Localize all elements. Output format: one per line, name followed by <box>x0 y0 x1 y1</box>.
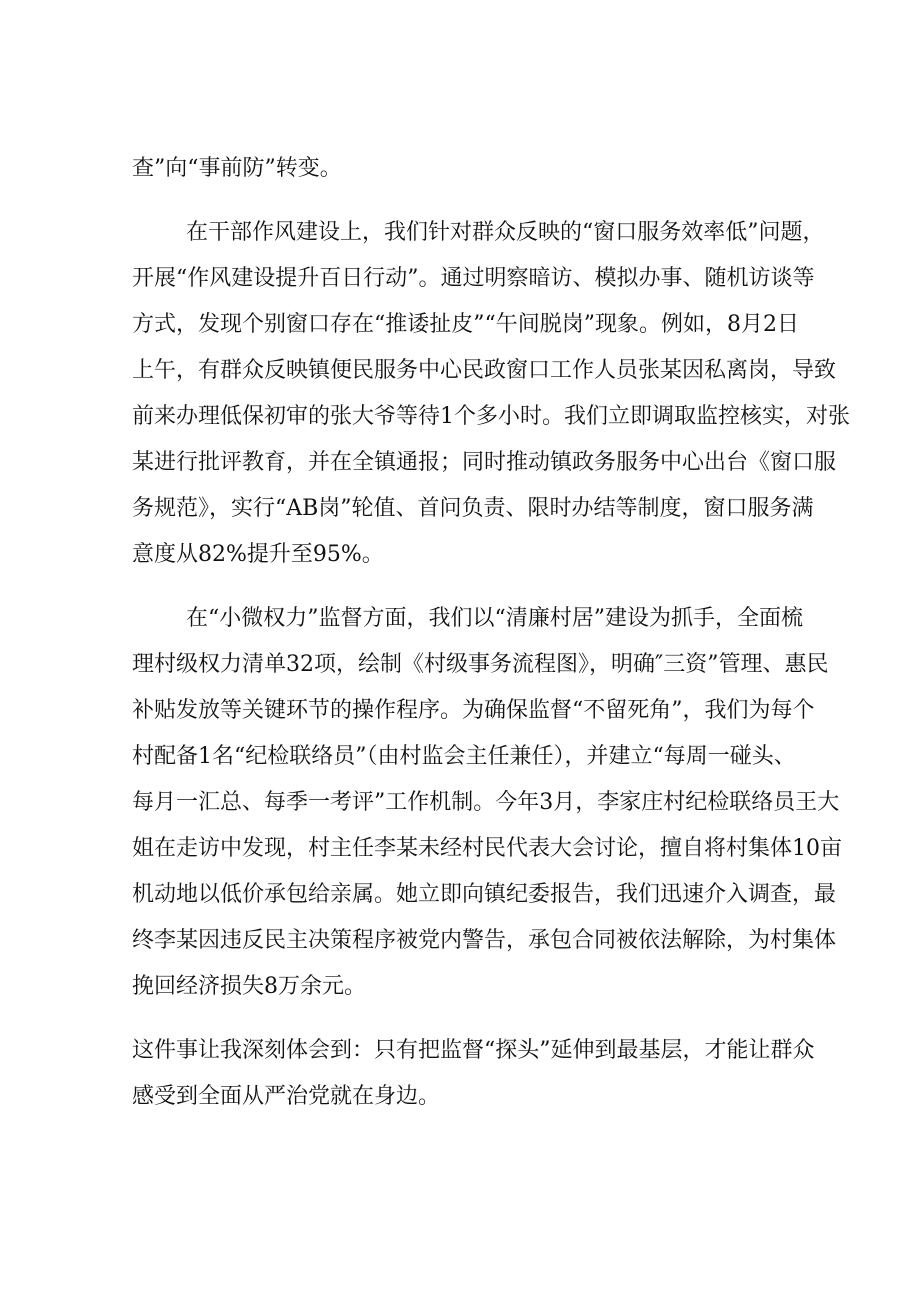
paragraph-2-line-3: 补贴发放等关键环节的操作程序。为确保监督“不留死角”，我们为每个 <box>132 698 815 723</box>
paragraph-2-line-7: 机动地以低价承包给亲属。她立即向镇纪委报告，我们迅速介入调查，最 <box>132 882 837 907</box>
paragraph-0-line-1: 查”向“事前防”转变。 <box>132 156 342 181</box>
paragraph-2-line-2: 理村级权力清单32项，绘制《村级事务流程图》，明确″三资”管理、惠民 <box>132 652 829 677</box>
paragraph-2-line-1: 在“小微权力”监督方面，我们以“清廉村居”建设为抓手，全面梳 <box>186 606 803 631</box>
paragraph-1-line-4: 上午，有群众反映镇便民服务中心民政窗口工作人员张某因私离岗，导致 <box>132 358 837 383</box>
paragraph-2-line-6: 姐在走访中发现，村主任李某未经村民代表大会讨论，擅自将村集体10亩 <box>132 836 842 861</box>
paragraph-1-line-8: 意度从82%提升至95%。 <box>132 542 384 567</box>
paragraph-1-line-5: 前来办理低保初审的张大爷等待1个多小时。我们立即调取监控核实，对张 <box>132 404 850 429</box>
paragraph-2-line-4: 村配备1名“纪检联络员”（由村监会主任兼任），并建立“每周一碰头、 <box>132 744 796 769</box>
paragraph-1-line-3: 方式，发现个别窗口存在“推诿扯皮”“午间脱岗”现象。例如，8月2日 <box>132 312 799 337</box>
paragraph-3-line-2: 感受到全面从严治党就在身边。 <box>132 1084 441 1109</box>
paragraph-3-line-1: 这件事让我深刻体会到：只有把监督“探头”延伸到最基层，才能让群众 <box>132 1038 815 1063</box>
paragraph-2-line-9: 挽回经济损失8万余元。 <box>132 974 366 999</box>
paragraph-1-line-6: 某进行批评教育，并在全镇通报；同时推动镇政务服务中心出台《窗口服 <box>132 450 837 475</box>
paragraph-2-line-8: 终李某因违反民主决策程序被党内警告，承包合同被依法解除，为村集体 <box>132 928 837 953</box>
paragraph-1-line-1: 在干部作风建设上，我们针对群众反映的“窗口服务效率低”问题， <box>186 220 825 245</box>
paragraph-2-line-5: 每月一汇总、每季一考评”工作机制。今年3月，李家庄村纪检联络员王大 <box>132 790 840 815</box>
paragraph-1-line-2: 开展“作风建设提升百日行动”。通过明察暗访、模拟办事、随机访谈等 <box>132 266 815 291</box>
paragraph-1-line-7: 务规范》，实行“AB岗”轮值、首问负责、限时办结等制度，窗口服务满 <box>132 496 814 521</box>
